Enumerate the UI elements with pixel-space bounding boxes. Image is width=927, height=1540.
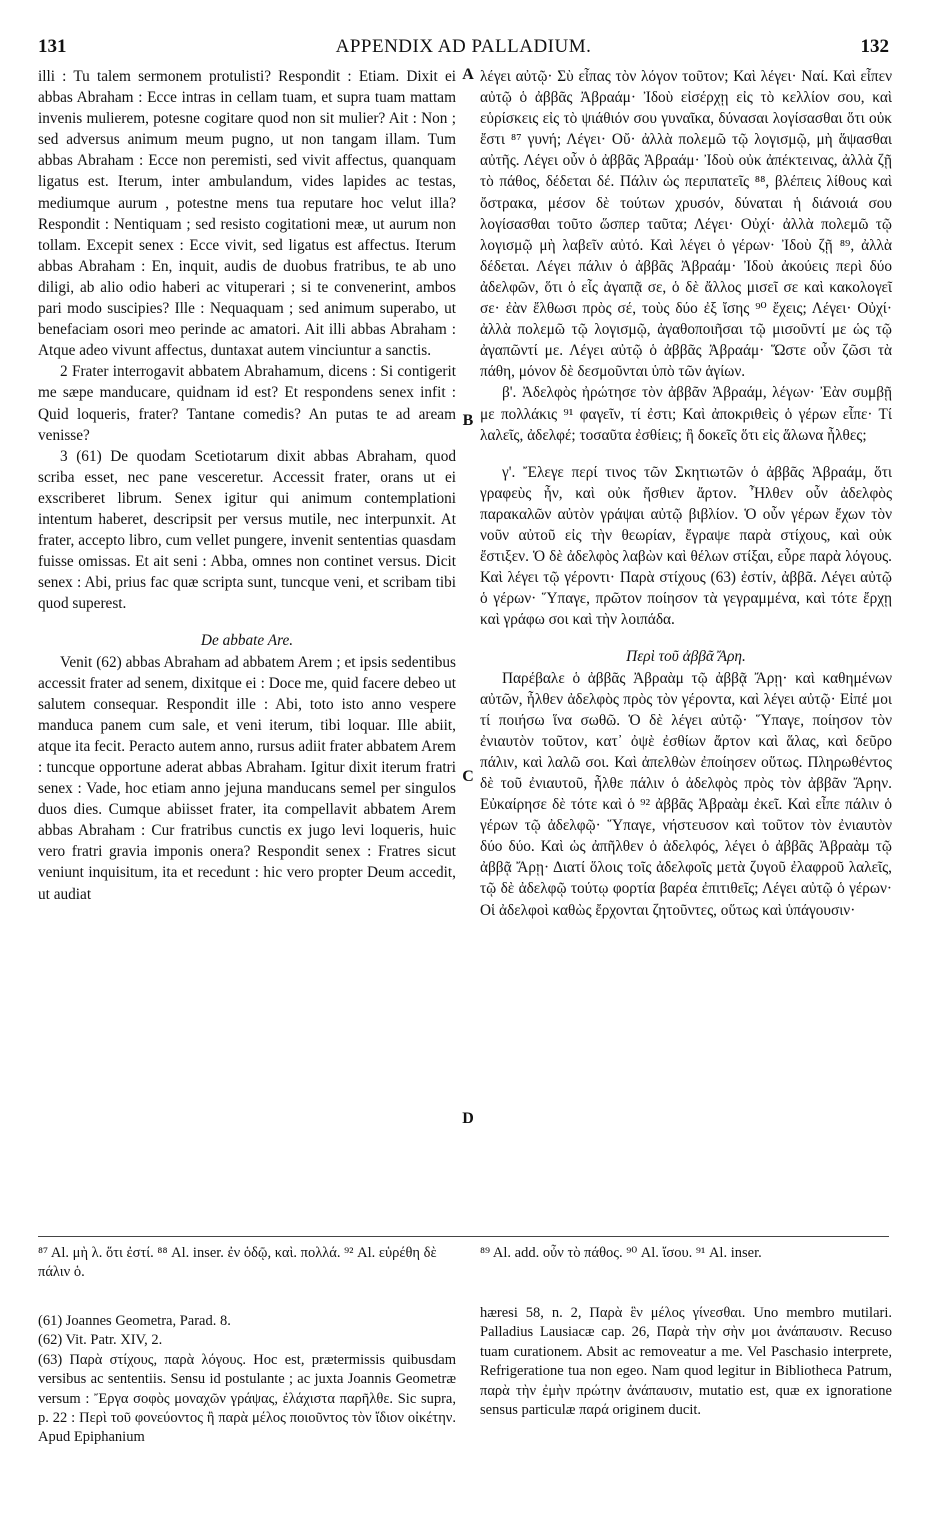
- greek-subheading: Περὶ τοῦ ἀββᾶ Ἄρη.: [626, 648, 746, 666]
- note-63-part-2: hæresi 58, n. 2, Παρὰ ἓν μέλος γίνεσθαι. Uno membro mutilari. Palladius Lausiacæ cap. 26, Παρὰ τὴν σὴν μοι ἀνάπαυσιν. Recuso tuam curationem. Absit ac removeatur a me. Vel Paschasio interprete, Refrigeratione tua non egeo. Nam quod legitur in Bibliotheca Patrum, παρὰ τὴν ἐμὴν πρώτην ἀνάπαυσιν, mutatio est, quæ ex ignoratione sensus particulæ παρά originem ducit.: [480, 1305, 892, 1419]
- greek-paragraph-2: β'. Ἀδελφὸς ἠρώτησε τὸν ἀββᾶν Ἀβραάμ, λέγων· Ἐὰν συμβῇ με πολλάκις ⁹¹ φαγεῖν, τί ἐστι; Καὶ ἀποκριθεὶς ὁ γέρων εἶπε· Τί λαλεῖς, ἀδελφέ; τοσαῦτα ἐσθίεις; ἢ δοκεῖς ὅτι εἰς ἅλωνα ἦλθες;: [480, 384, 892, 444]
- margin-marker-a: A: [462, 66, 474, 83]
- note-61: (61) Joannes Geometra, Parad. 8.: [38, 1313, 231, 1329]
- greek-column: [480, 66, 892, 921]
- greek-paragraph-3: γ'. Ἔλεγε περί τινος τῶν Σκητιωτῶν ὁ ἀββᾶς Ἀβραάμ, ὅτι γραφεὺς ἦν, καὶ οὐκ ἤσθιεν ἄρτον. Ἦλθεν οὖν ἀδελφὸς παρακαλῶν αὐτὸν γράψαι αὐτῷ βιβλίον. Ὁ οὖν γέρων ἔχων τὸν νοῦν αὐτοῦ εἰς τὴν θεωρίαν, ἔγραψε παρὰ στίχους, καὶ οὐκ ἔστιξεν. Ὁ δὲ ἀδελφὸς λαβὼν καὶ θέλων στίξαι, εὗρε παρὰ λόγους. Καὶ λέγει τῷ γέροντι· Παρὰ στίχους (63) ἐστίν, ἀββᾶ. Λέγει αὐτῷ ὁ γέρων· Ὕπαγε, πρῶτον ποίησον τὰ γεγραμμένα, καὶ τότε ἔρχῃ καὶ γράφω σοι καὶ τὴν λοιπάδα.: [480, 463, 892, 629]
- notes-right: [480, 1304, 892, 1420]
- note-62: (62) Vit. Patr. XIV, 2.: [38, 1332, 163, 1349]
- greek-paragraph-1: λέγει αὐτῷ· Σὺ εἶπας τὸν λόγον τοῦτον; Καὶ λέγει· Ναί. Καὶ εἶπεν αὐτῷ ὁ ἀββᾶς Ἀβραάμ· Ἰδοὺ εἰσέρχῃ εἰς τὸ κελλίον σου, καὶ εὑρίσκεις εἰς τὸ ψιάθιόν σου γυναῖκα, δύνασαι λογίσασθαι ὅτι οὐκ ἔστι ⁸⁷ γυνή; Λέγει· Οὔ· ἀλλὰ πολεμῶ τῷ λογισμῷ, μὴ ἅψασθαι αὐτῆς. Λέγει οὖν ὁ ἀββᾶς Ἀβραάμ· Ἰδοὺ οὐκ ἀπέκτεινας, ἀλλὰ ζῇ τὸ πάθος, δέδεται δέ. Πάλιν ὡς περιπατεῖς ⁸⁸, βλέπεις λίθους καὶ ὄστρακα, μέσον δὲ τούτων χρυσόν, δύναται ἡ διάνοιά σου λογίσασθαι τοῦτο ὥσπερ ταῦτα; Λέγει· Οὐχί· ἀλλὰ πολεμῶ τῷ λογισμῷ μὴ λαβεῖν αὐτό. Καὶ λέγει ὁ γέρων· Ἰδοὺ ζῇ ⁸⁹, ἀλλὰ δέδεται. Λέγει πάλιν ὁ ἀββᾶς Ἀβραάμ· Ἰδοὺ ἀκούεις περὶ δύο ἀδελφῶν, ὅτι ὁ εἷς ἀγαπᾷ σε, ὁ δὲ ἄλλος μισεῖ σε καὶ κακολογεῖ σε· ἐὰν ἔλθωσι πρὸς σέ, τοὺς δύο ἐξ ἴσης ⁹⁰ ἔχεις; Λέγει· Οὐχί· ἀλλὰ πολεμῶ τῷ λογισμῷ, ἀγαθοποιῆσαι τῷ μισοῦντί με ὡς τῷ ἀγαπῶντί με. Λέγει αὐτῷ ὁ ἀββᾶς Ἀβραάμ· Ὥστε οὖν ζῶσι τὰ πάθη, μόνον δὲ δεσμοῦνται ὑπὸ τῶν ἁγίων.: [480, 68, 892, 381]
- footnotes-right: ⁸⁹ Al. add. οὖν τὸ πάθος. ⁹⁰ Al. ἴσου. ⁹¹ Al. inser.: [480, 1245, 762, 1261]
- margin-marker-b: B: [462, 412, 474, 429]
- margin-marker-d: D: [462, 1110, 474, 1127]
- latin-column: [38, 66, 456, 905]
- latin-subheading: De abbate Are.: [200, 632, 294, 650]
- footnote-separator: [38, 1236, 889, 1237]
- latin-paragraph-2: 2 Frater interrogavit abbatem Abrahamum, dicens : Si contigerit me sæpe manducare, quidnam id est? Et respondens senex infit : Quid loqueris, frater? Tantane comedis? An putas te ad aream venisse?: [38, 363, 456, 444]
- footnotes-left: ⁸⁷ Al. μὴ λ. ὅτι ἐστί. ⁸⁸ Al. inser. ἐν ὁδῷ, καὶ. πολλά. ⁹² Al. εὑρέθη δὲ πάλιν ὁ.: [38, 1245, 437, 1280]
- latin-paragraph-4: Venit (62) abbas Abraham ad abbatem Arem ; et ipsis sedentibus accessit frater ad senem, dixitque ei : Doce me, quid facere debeo ut salutem consequar. Respondit ille : Abi, toto isto anno vespere manduca panem cum sale, et veni iterum, tibi loquar. Ille abiit, atque ita fecit. Peracto autem anno, rursus adiit frater abbatem Arem : tuncque opportune aderat abbas Abraham. Igitur dixit iterum fratri senex : Vade, hoc etiam anno jejuna manducans semel per singulos duos dies. Cumque abiisset frater, ita compellavit abbatem Arem abbas Abraham : Cur fratribus cunctis ex jugo levi loqueris, huic vero fratri gravia imponis onera? Respondit senex : Fratres sicut veniunt inquisitum, ita et recedunt : hic vero propter Deum accedit, ut audiat: [38, 653, 456, 903]
- margin-marker-c: C: [462, 768, 474, 785]
- greek-paragraph-4: Παρέβαλε ὁ ἀββᾶς Ἀβραὰμ τῷ ἀββᾷ Ἄρῃ· καὶ καθημένων αὐτῶν, ἦλθεν ἀδελφὸς πρὸς τὸν γέροντα, καὶ λέγει αὐτῷ· Εἰπέ μοι τί ποιήσω ἵνα σωθῶ. Ὁ δὲ λέγει αὐτῷ· Ὕπαγε, ποίησον τὸν ἐνιαυτὸν τοῦτον, κατ᾽ ὀψὲ ἐσθίων ἄρτον καὶ ἅλας, καὶ δεῦρο πάλιν, καὶ λαλῶ σοι. Καὶ ἀπελθὼν ἐποίησεν οὕτως. Πληρωθέντος δὲ τοῦ ἐνιαυτοῦ, ἦλθε πάλιν ὁ ἀδελφὸς πρὸς τὸν ἀββᾶν Ἄρην. Εὐκαίρησε δὲ τότε καὶ ὁ ⁹² ἀββᾶς Ἀβραὰμ ἐκεῖ. Καὶ εἶπε πάλιν ὁ γέρων τῷ ἀδελφῷ· Ὕπαγε, νήστευσον καὶ τοῦτον τὸν ἐνιαυτὸν δύο δύο. Καὶ ὡς ἀπῆλθεν ὁ ἀδελφός, λέγει ὁ ἀββᾶς Ἀβραὰμ τῷ ἀββᾷ Ἄρῃ· Διατί ὅλοις τοῖς ἀδελφοῖς μετὰ ζυγοῦ ἐλαφροῦ λαλεῖς, τῷ δὲ ἀδελφῷ τούτῳ φορτία βαρέα ἐπιτιθεῖς; Λέγει αὐτῷ ὁ γέρων· Οἱ ἀδελφοὶ καθὼς ἔρχονται ζητοῦντες, οὕτως καὶ ὑπάγουσιν·: [480, 669, 892, 919]
- note-63-part-1: (63) Παρὰ στίχους, παρὰ λόγους. Hoc est, prætermissis quibusdam versibus ac sententiis. Sensu id postulante ; ac juxta Joannis Geometræ versum : Ἔργα σοφὸς μοναχῶν γράψας, ἐλάχιστα παρῆλθε. Sic supra, p. 22 : Περὶ τοῦ φονεύοντος ἢ παρὰ μέλος ποιοῦντος τὸν ἴδιον οἰκέτην. Apud Epiphanium: [38, 1351, 456, 1446]
- latin-paragraph-1: illi : Tu talem sermonem protulisti? Respondit : Etiam. Dixit ei abbas Abraham : Ecce intras in cellam tuam, et supra tuam mattam invenis mulierem, potesne cogitare quod non sit mulier? Ait : Non ; sed adversus animum meum pugno, ut non tangam illam. Tum abbas Abraham : Ecce non peremisti, sed vivit affectus, quanquam ligatus est. Iterum, inter ambulandum, vides lapides ac testas, mediumque aurum , potestne mens tua reputare hoc velut illa? Respondit : Nentiquam ; sed resisto cogitationi meæ, ut aurum non tollam. Excepit senex : Ecce vivit, sed ligatus est affectus. Iterum abbas Abraham : En, inquit, audis de duobus fratribus, te ab uno diligi, ab alio odio haberi ac vituperari ; si te convenerint, ambos pari modo suscipies? Ille : Nequaquam ; sed animum superabo, ut benefaciam osori meo perinde ac amatori. Ait illi abbas Abraham : Atque adeo vivunt affectus, duntaxat autem vinciuntur a sanctis.: [38, 68, 456, 360]
- latin-paragraph-3: 3 (61) De quodam Scetiotarum dixit abbas Abraham, quod scriba esset, nec pane vesceretur. Accessit frater, orans ut ei exscriberet librum. Senex igitur qui animum contemplationi intentum haberet, descripsit per versus mutile, nec interpunxit. At frater, accepto libro, cum vellet pungere, invenit sententias quasdam fuisse omissas. Et ait seni : Abba, omnes non continet versus. Dicit senex : Abi, prius fac quæ scripta sunt, tuncque veni, et scribam tibi quod superest.: [38, 447, 456, 613]
- left-page-number: 131: [38, 36, 67, 57]
- notes-left: [38, 1312, 456, 1448]
- page-header: [38, 36, 889, 58]
- running-title: APPENDIX AD PALLADIUM.: [335, 36, 592, 57]
- right-page-number: 132: [860, 36, 889, 57]
